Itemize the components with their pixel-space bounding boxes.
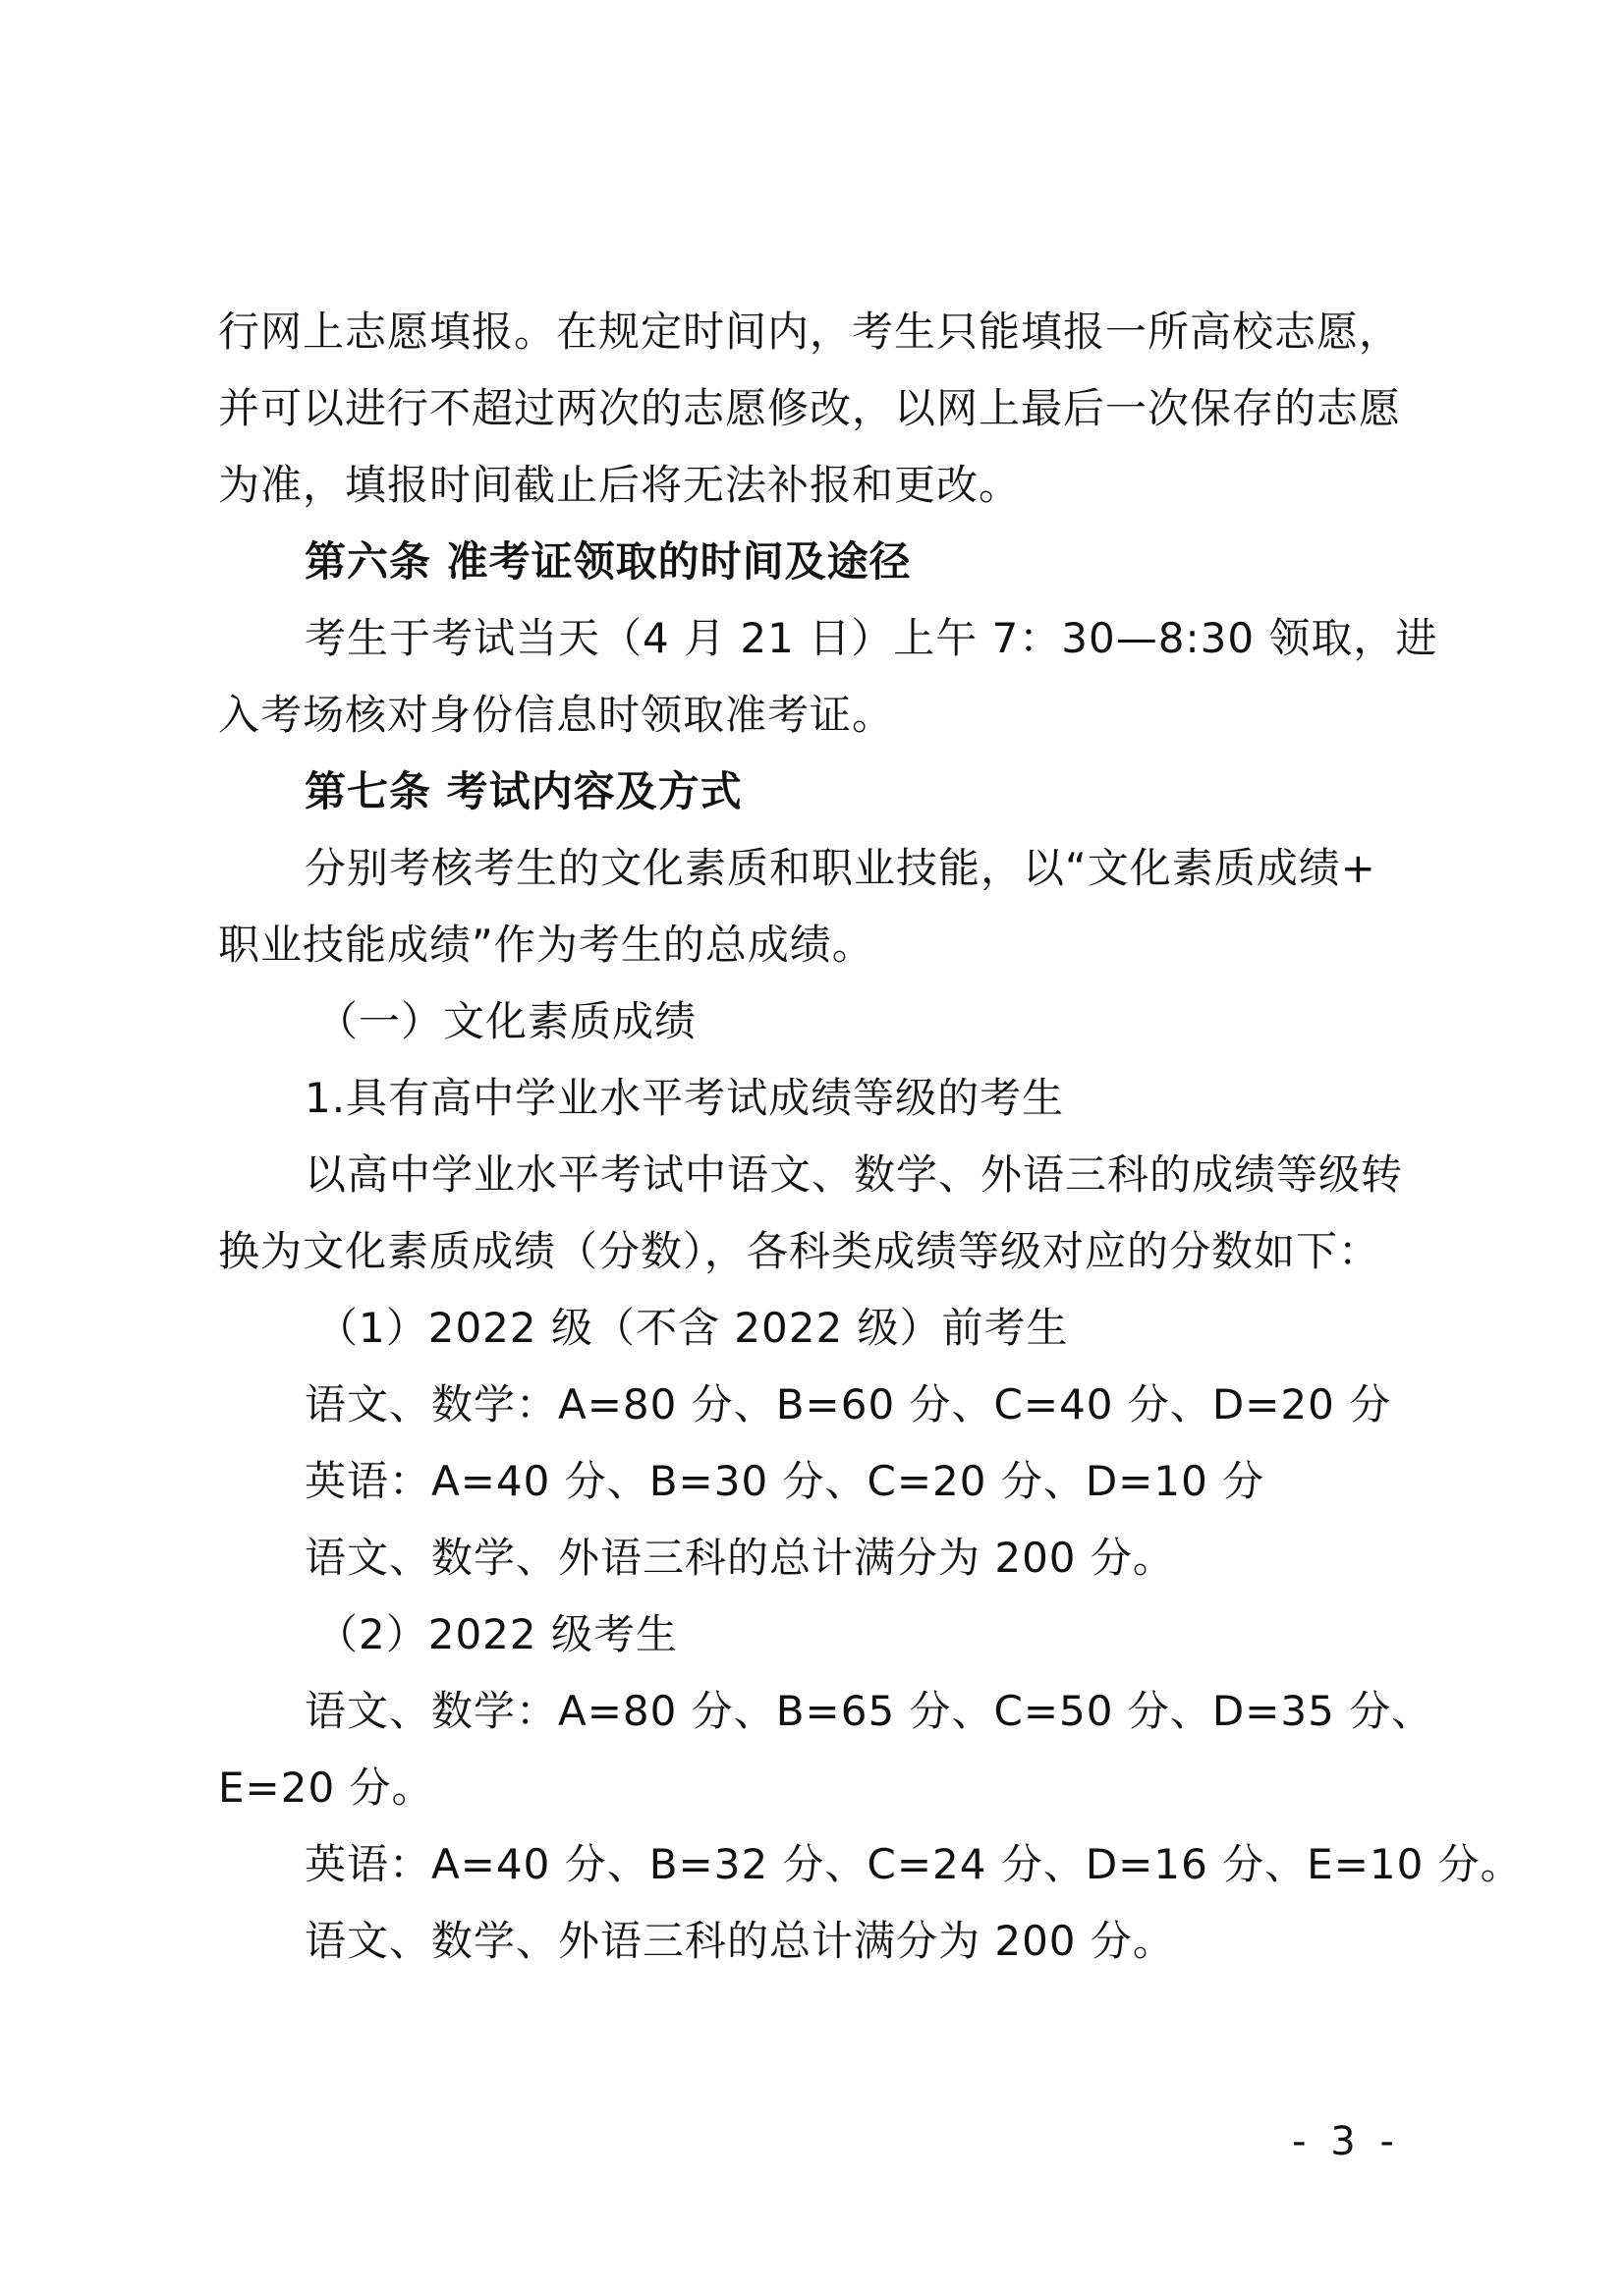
paragraph-line: 职业技能成绩”作为考生的总成绩。 xyxy=(218,921,874,969)
paragraph-line: 行网上志愿填报。在规定时间内，考生只能填报一所高校志愿， xyxy=(218,308,1402,356)
score-line: 语文、数学：A=80 分、B=65 分、C=50 分、D=35 分、 xyxy=(305,1687,1434,1735)
paragraph-line: 分别考核考生的文化素质和职业技能，以“文化素质成绩+ xyxy=(305,844,1376,892)
subsection-heading: （一）文化素质成绩 xyxy=(316,997,698,1045)
page-number: - 3 - xyxy=(1292,2119,1400,2164)
paragraph-line: 以高中学业水平考试中语文、数学、外语三科的成绩等级转 xyxy=(305,1150,1404,1199)
score-line: 语文、数学：A=80 分、B=60 分、C=40 分、D=20 分 xyxy=(305,1380,1392,1428)
paragraph-line: 为准，填报时间截止后将无法补报和更改。 xyxy=(218,461,1022,509)
paragraph-line: 入考场核对身份信息时领取准考证。 xyxy=(218,691,895,739)
paragraph-line: 换为文化素质成绩（分数），各科类成绩等级对应的分数如下： xyxy=(218,1227,1381,1275)
section-heading-article-7: 第七条 考试内容及方式 xyxy=(305,767,743,815)
score-line: E=20 分。 xyxy=(218,1764,434,1812)
paragraph-line: 并可以进行不超过两次的志愿修改，以网上最后一次保存的志愿 xyxy=(218,384,1402,432)
list-heading: （2）2022 级考生 xyxy=(316,1610,678,1658)
score-line: 语文、数学、外语三科的总计满分为 200 分。 xyxy=(305,1917,1175,1965)
score-line: 语文、数学、外语三科的总计满分为 200 分。 xyxy=(305,1534,1175,1582)
score-line: 英语：A=40 分、B=32 分、C=24 分、D=16 分、E=10 分。 xyxy=(305,1840,1523,1888)
paragraph-line: 考生于考试当天（4 月 21 日）上午 7：30—8:30 领取，进 xyxy=(305,614,1438,662)
section-heading-article-6: 第六条 准考证领取的时间及途径 xyxy=(305,537,912,586)
score-line: 英语：A=40 分、B=30 分、C=20 分、D=10 分 xyxy=(305,1457,1265,1505)
subsection-heading: 1.具有高中学业水平考试成绩等级的考生 xyxy=(305,1074,1065,1122)
list-heading: （1）2022 级（不含 2022 级）前考生 xyxy=(316,1304,1069,1352)
